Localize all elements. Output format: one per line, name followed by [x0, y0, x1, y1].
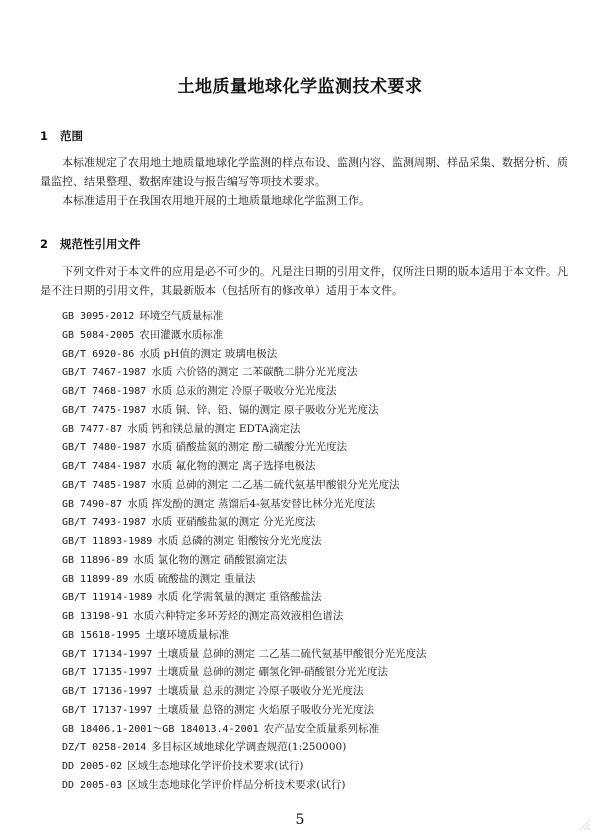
reference-code: GB/T 11914-1989: [62, 592, 153, 604]
reference-item: [62, 776, 427, 795]
section-heading-normative-references: [40, 236, 141, 252]
reference-title: 土壤环境质量标准: [145, 628, 230, 641]
reference-code: GB/T 17137-1997: [62, 704, 153, 716]
section-title: 规范性引用文件: [60, 237, 141, 251]
reference-title: 区域生态地球化学评价技术要求(试行): [127, 760, 304, 772]
reference-title: 水质 挥发酚的测定 蒸馏后4-氨基安替比林分光光度法: [127, 497, 376, 510]
reference-code: GB 11899-89: [62, 573, 129, 585]
page-number: 5: [295, 812, 305, 828]
reference-code: GB 15618-1995: [62, 629, 141, 641]
section-number: 1: [40, 129, 49, 143]
reference-item: [62, 363, 427, 382]
reference-code: GB/T 17136-1997: [62, 686, 153, 697]
reference-code: GB/T 6920-86: [62, 348, 135, 360]
reference-code: GB/T 7493-1987: [62, 517, 147, 529]
references-intro-paragraph: 下列文件对于本文件的应用是必不可少的。凡是注日期的引用文件，仅所注日期的版本适用于本文件。凡是不注日期的引用文件，其最新版本（包括所有的修改单）适用于本文件。: [40, 265, 568, 297]
reference-code: GB/T 7485-1987: [62, 479, 147, 491]
reference-item: [62, 663, 427, 682]
reference-code: GB 7477-87: [62, 423, 123, 435]
scope-paragraph-2: 本标准适用于在我国农用地开展的土地质量地球化学监测工作。: [62, 194, 370, 207]
reference-item: [62, 532, 427, 551]
reference-title: 农产品安全质量系列标准: [263, 722, 380, 735]
reference-code: DZ/T 0258-2014: [62, 742, 147, 754]
reference-code: GB 7490-87: [62, 498, 123, 510]
reference-title: 水质 总汞的测定 冷原子吸收分光光度法: [151, 385, 337, 397]
reference-code: GB/T 7480-1987: [62, 442, 147, 454]
reference-code: GB 5084-2005: [62, 329, 135, 341]
reference-code: GB 13198-91: [62, 611, 129, 622]
reference-item: [62, 682, 427, 701]
reference-title: 多目标区域地球化学调查规范(1:250000): [151, 741, 347, 754]
reference-code: GB 18406.1-2001～GB 184013.4-2001: [62, 723, 259, 735]
reference-item: [62, 607, 427, 626]
reference-item: [62, 570, 427, 589]
reference-code: DD 2005-02: [62, 761, 123, 772]
reference-code: GB 11896-89: [62, 554, 129, 566]
reference-code: GB/T 7468-1987: [62, 386, 147, 397]
reference-title: 水质 亚硝酸盐氮的测定 分光光度法: [151, 516, 316, 529]
reference-code: GB/T 11893-1989: [62, 536, 153, 547]
section-heading-scope: [40, 128, 83, 144]
reference-item: [62, 720, 427, 739]
reference-title: 土壤质量 总砷的测定 二乙基二硫代氨基甲酸银分光光度法: [157, 647, 427, 660]
reference-title: 水质 化学需氧量的测定 重铬酸盐法: [157, 591, 322, 604]
reference-title: 水质 硫酸盐的测定 重量法: [133, 572, 256, 585]
reference-title: 土壤质量 总汞的测定 冷原子吸收分光光度法: [157, 685, 364, 697]
scope-paragraph-1: 本标准规定了农用地土地质量地球化学监测的样点布设、监测内容、监测周期、样品采集、数据分析、质量监控、结果整理、数据库建设与报告编写等项技术要求。: [40, 156, 568, 188]
reference-title: 土壤质量 总铬的测定 火焰原子吸收分光光度法: [157, 703, 374, 716]
reference-title: 水质 钙和镁总量的测定 EDTA滴定法: [127, 422, 301, 435]
reference-title: 土壤质量 总砷的测定 硼氢化钾-硝酸银分光光度法: [157, 666, 389, 679]
reference-item: [62, 588, 427, 607]
section-title: 范围: [60, 129, 83, 143]
reference-code: GB/T 7475-1987: [62, 404, 147, 416]
reference-title: 水质 六价铬的测定 二苯碳酰二肼分光光度法: [151, 366, 358, 379]
reference-item: [62, 476, 427, 495]
reference-list: [62, 307, 427, 795]
reference-item: [62, 513, 427, 532]
reference-code: GB/T 7484-1987: [62, 461, 147, 472]
reference-item: [62, 457, 427, 476]
reference-item: [62, 345, 427, 364]
reference-item: [62, 757, 427, 776]
document-title: 土地质量地球化学监测技术要求: [177, 77, 423, 97]
reference-code: GB/T 7467-1987: [62, 367, 147, 379]
reference-title: 水质 氟化物的测定 离子选择电极法: [151, 460, 316, 472]
reference-code: GB/T 17134-1997: [62, 648, 153, 660]
reference-item: [62, 326, 427, 345]
reference-item: [62, 307, 427, 326]
reference-title: 农田灌溉水质标准: [139, 328, 224, 341]
page-corner-mark-icon: [578, 818, 592, 832]
reference-title: 区域生态地球化学评价样品分析技术要求(试行): [127, 778, 346, 791]
reference-title: 水质 总磷的测定 钼酸铵分光光度法: [157, 535, 322, 547]
reference-title: 水质 硝酸盐氮的测定 酚二磺酸分光光度法: [151, 441, 347, 454]
reference-title: 环境空气质量标准: [139, 310, 224, 322]
reference-item: [62, 645, 427, 664]
reference-item: [62, 626, 427, 645]
reference-item: [62, 701, 427, 720]
reference-item: [62, 551, 427, 570]
reference-title: 水质 氯化物的测定 硝酸银滴定法: [133, 553, 287, 566]
reference-item: [62, 738, 427, 757]
reference-code: GB/T 17135-1997: [62, 667, 153, 679]
reference-code: DD 2005-03: [62, 779, 123, 791]
reference-title: 水质 铜、锌、铅、镉的测定 原子吸收分光光度法: [151, 403, 379, 416]
reference-item: [62, 495, 427, 514]
reference-item: [62, 382, 427, 401]
reference-title: 水质 pH值的测定 玻璃电极法: [139, 347, 278, 360]
reference-item: [62, 420, 427, 439]
reference-title: 水质六种特定多环芳烃的测定高效液相色谱法: [133, 610, 344, 622]
reference-code: GB 3095-2012: [62, 311, 135, 322]
reference-title: 水质 总砷的测定 二乙基二硫代氨基甲酸银分光光度法: [151, 478, 400, 491]
reference-item: [62, 438, 427, 457]
section-number: 2: [40, 237, 49, 251]
reference-item: [62, 401, 427, 420]
